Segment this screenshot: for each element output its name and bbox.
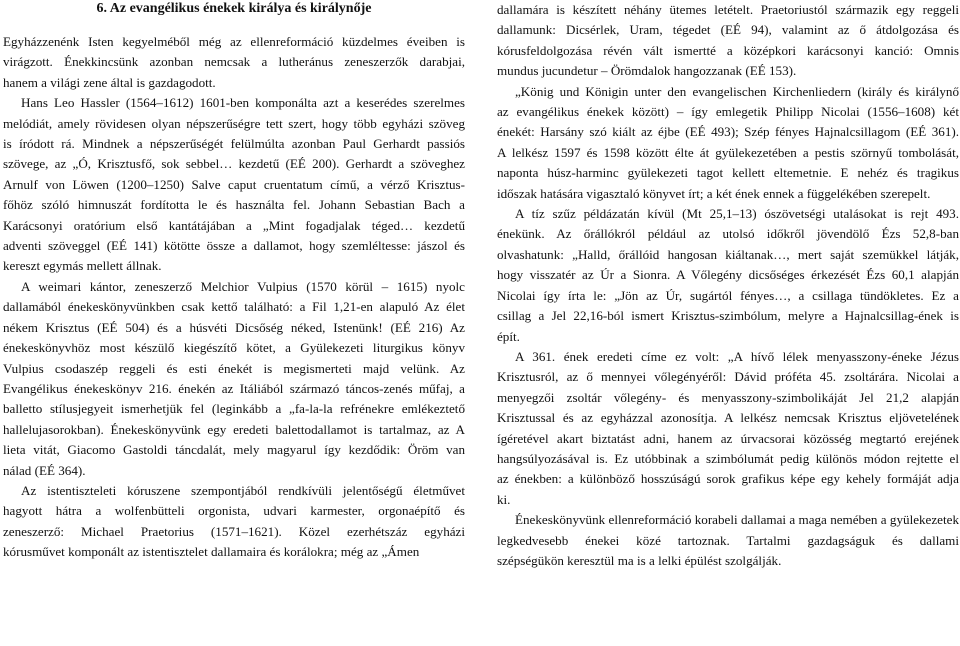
text-line: kereszt egymás mellett állnak. (3, 258, 162, 274)
text-line: Vulpius csodaszép reggeli és esti énekét is megismerteti majd velünk. Az (3, 360, 465, 376)
text-line: hagyott hátra a wolfenbütteli orgonista, udvari karmester, orgonaépítő és (3, 503, 465, 519)
paragraph (497, 0, 959, 82)
text-line: énekeskönyvhöz most készülő kiegészítő kötet, a Gyülekezeti liturgikus könyv (3, 340, 465, 356)
text-line: az evangélikus énekek között) – így emlegetik Philipp Nicolai (1556–1608) két (497, 104, 959, 120)
text-line: dallamunk: Dicsérlek, Uram, tégedet (EÉ 94), valamint az ő átdolgozása és (497, 22, 959, 38)
paragraph (497, 204, 959, 347)
text-line: az énekben: a különböző hosszúságú sorok grafikus képe egy kehely formáját adja (497, 471, 959, 487)
text-line: énekét: Harsány szó kiált az éjbe (EÉ 493); Szép fényes Hajnalcsillagom (EÉ 361). (497, 124, 959, 140)
text-line: dallamából énekeskönyvünkben csak kettő található: a Fil 1,21-en alapuló Az élet (3, 299, 465, 315)
text-line: A lelkész 1597 és 1598 között élte át gyülekezetében a pestis szörnyű tombolását, (497, 144, 959, 160)
text-line: Hans Leo Hassler (1564–1612) 1601-ben komponálta azt a keserédes szerelmes (21, 95, 465, 111)
text-line: Evangélikus énekeskönyv 216. énekén az Itáliából származó táncos-zenés műfaj, a (3, 380, 465, 396)
text-line: olvashatunk: „Halld, őrállóid hangosan kiáltanak…, mert saját szemükkel látják, (497, 246, 959, 262)
right-column-body (497, 0, 959, 571)
text-line: naponta húsz-harminc gyülekezeti tagot kellett eltemetnie. E nehéz és tragikus (497, 165, 959, 181)
text-line: dallamára is készített néhány ütemes letételt. Praetoriustól származik egy reggeli (497, 2, 959, 17)
paragraph (3, 93, 465, 277)
paragraph (497, 510, 959, 571)
text-line: is íródott rá. Mindnek a népszerűségét felülmúlta azonban Paul Gerhardt passiós (3, 136, 465, 152)
text-line: A tíz szűz példázatán kívül (Mt 25,1–13) ószövetségi utalásokat is rejt 493. (515, 206, 959, 222)
text-line: ki. (497, 491, 511, 507)
text-line: mundus jucundetur – Örömdalok hangozzanak (EÉ 153). (497, 63, 797, 79)
text-line: kórusművet komponált az istentisztelet dallamaira és korálokra; még az „Ámen (3, 544, 420, 560)
text-line: Az istentiszteleti kóruszene szempontjából rendkívüli jelentőségű életművet (21, 482, 465, 498)
text-line: Krisztusról, az ő mennyei vőlegényéről: Dávid próféta 45. zsoltárára. Nicolai a (497, 369, 959, 385)
text-line: hallelujasorokban). Énekeskönyvünk egy eredeti balettodallamot is tartalmaz, az A (3, 421, 465, 437)
text-line: épít. (497, 328, 520, 344)
left-column-body (3, 32, 465, 563)
text-line: A 361. ének eredeti címe ez volt: „A hívő lélek menyasszony-éneke Jézus (515, 348, 959, 364)
text-line: hangsúlyozásával is. Ez utóbbinak a szimbólumát pedig különös módon rejtette el (497, 450, 959, 466)
text-line: nálad (EÉ 364). (3, 462, 86, 478)
paragraph (497, 347, 959, 510)
text-line: menyegzői zsoltár vőlegény- és menyasszony-szimbolikáját Jel 21,2 alapján (497, 389, 959, 405)
section-title: 6. Az evangélikus énekek királya és királynője (96, 1, 372, 16)
text-line: melódiát, amely rövidesen olyan népszerűségre tett szert, hogy több egyházi szöveg (3, 115, 465, 131)
text-line: ígéretével akart biztatást adni, hanem az úrvacsorai közösség megtartó erejének (497, 430, 959, 446)
text-line: adventi szöveggel (EÉ 141) kötötte össze a dallamot, hogy szemléltesse: jászol és (3, 238, 465, 254)
text-line: virágzott. Énekkincsünk azonban nemcsak a lutheránus zeneszerzők darabjai, (3, 54, 465, 70)
text-line: hanem a világi zene által is gazdagodott. (3, 74, 216, 90)
text-line: nékem Krisztus (EÉ 504) és a húsvéti Dicsőség néked, Istenünk! (EÉ 216) Az (3, 319, 465, 335)
text-line: Énekeskönyvünk ellenreformáció korabeli dallamai a maga nemében a gyülekezetek (515, 512, 959, 528)
text-line: főhöz szóló himnuszát fordította le és használta fel. Johann Sebastian Bach a (3, 197, 465, 213)
text-line: Karácsonyi oratórium első kantátájában a „Mint fogadjalak téged… kezdetű (3, 217, 465, 233)
paragraph (3, 32, 465, 93)
text-line: zeneszerző: Michael Praetorius (1571–1621). Közel ezerhétszáz egyházi (3, 523, 465, 539)
text-line: Nicolai így írta le: „Jön az Úr, sugártól fényes…, a csillaga tündökletes. Ez a (497, 287, 959, 303)
paragraph (497, 82, 959, 204)
text-line: csillag a Jel 22,16-ból ismert Krisztus-szimbólum, melyre a Hajnalcsillag-ének is (497, 308, 959, 324)
paragraph (3, 277, 465, 481)
paragraph (3, 481, 465, 563)
right-column (497, 0, 959, 571)
text-line: kórusfeldolgozása révén vált ismertté a középkori karácsonyi kanció: Omnis (497, 42, 959, 58)
text-line: Egyházzenénk Isten kegyelméből még az ellenreformáció küzdelmes éveiben is (3, 34, 465, 49)
text-line: lieta vitát, Giacomo Gastoldi táncdalát, mely magyarul így kezdődik: Öröm van (3, 442, 465, 458)
text-line: Krisztussal és az egyházzal azonosítja. A lelkész nemcsak Krisztus eljövetelének (497, 410, 959, 426)
text-line: „König und Königin unter den evangelischen Kirchenliedern (király és királynő (515, 83, 959, 99)
text-line: szövege, az „Ó, Krisztusfő, sok sebbel… kezdetű (EÉ 200). Gerhardt a szöveghez (3, 156, 465, 172)
text-line: időszak hatására vigasztaló könyvet írt; a két ének ennek a függelékében szerepelt. (497, 185, 931, 201)
text-line: A weimari kántor, zeneszerző Melchior Vulpius (1570 körül – 1615) nyolc (21, 278, 465, 294)
text-line: balletto stílusjegyeit ismerhetjük fel (leginkább a „fa-la-la refrénekre emlékeztető (3, 401, 465, 417)
text-line: énekünk. Az őrállókról például az utolsó időkről jövendölő Ézs 52,8-ban (497, 226, 959, 242)
text-line: legkedvesebb énekei közé tartoznak. Tartalmi gazdagságuk és dallami (497, 532, 959, 548)
text-line: szépségükön keresztül ma is a lelki épülést szolgálják. (497, 552, 782, 568)
left-column (3, 0, 465, 563)
text-line: Arnulf von Löwen (1200–1250) Salve caput cruentatum című, a vérző Krisztus- (3, 176, 465, 192)
text-line: hogy visszatér az Úr a Sionra. A Vőlegény dicsőséges érkezését Ézs 60,1 alapján (497, 267, 959, 283)
